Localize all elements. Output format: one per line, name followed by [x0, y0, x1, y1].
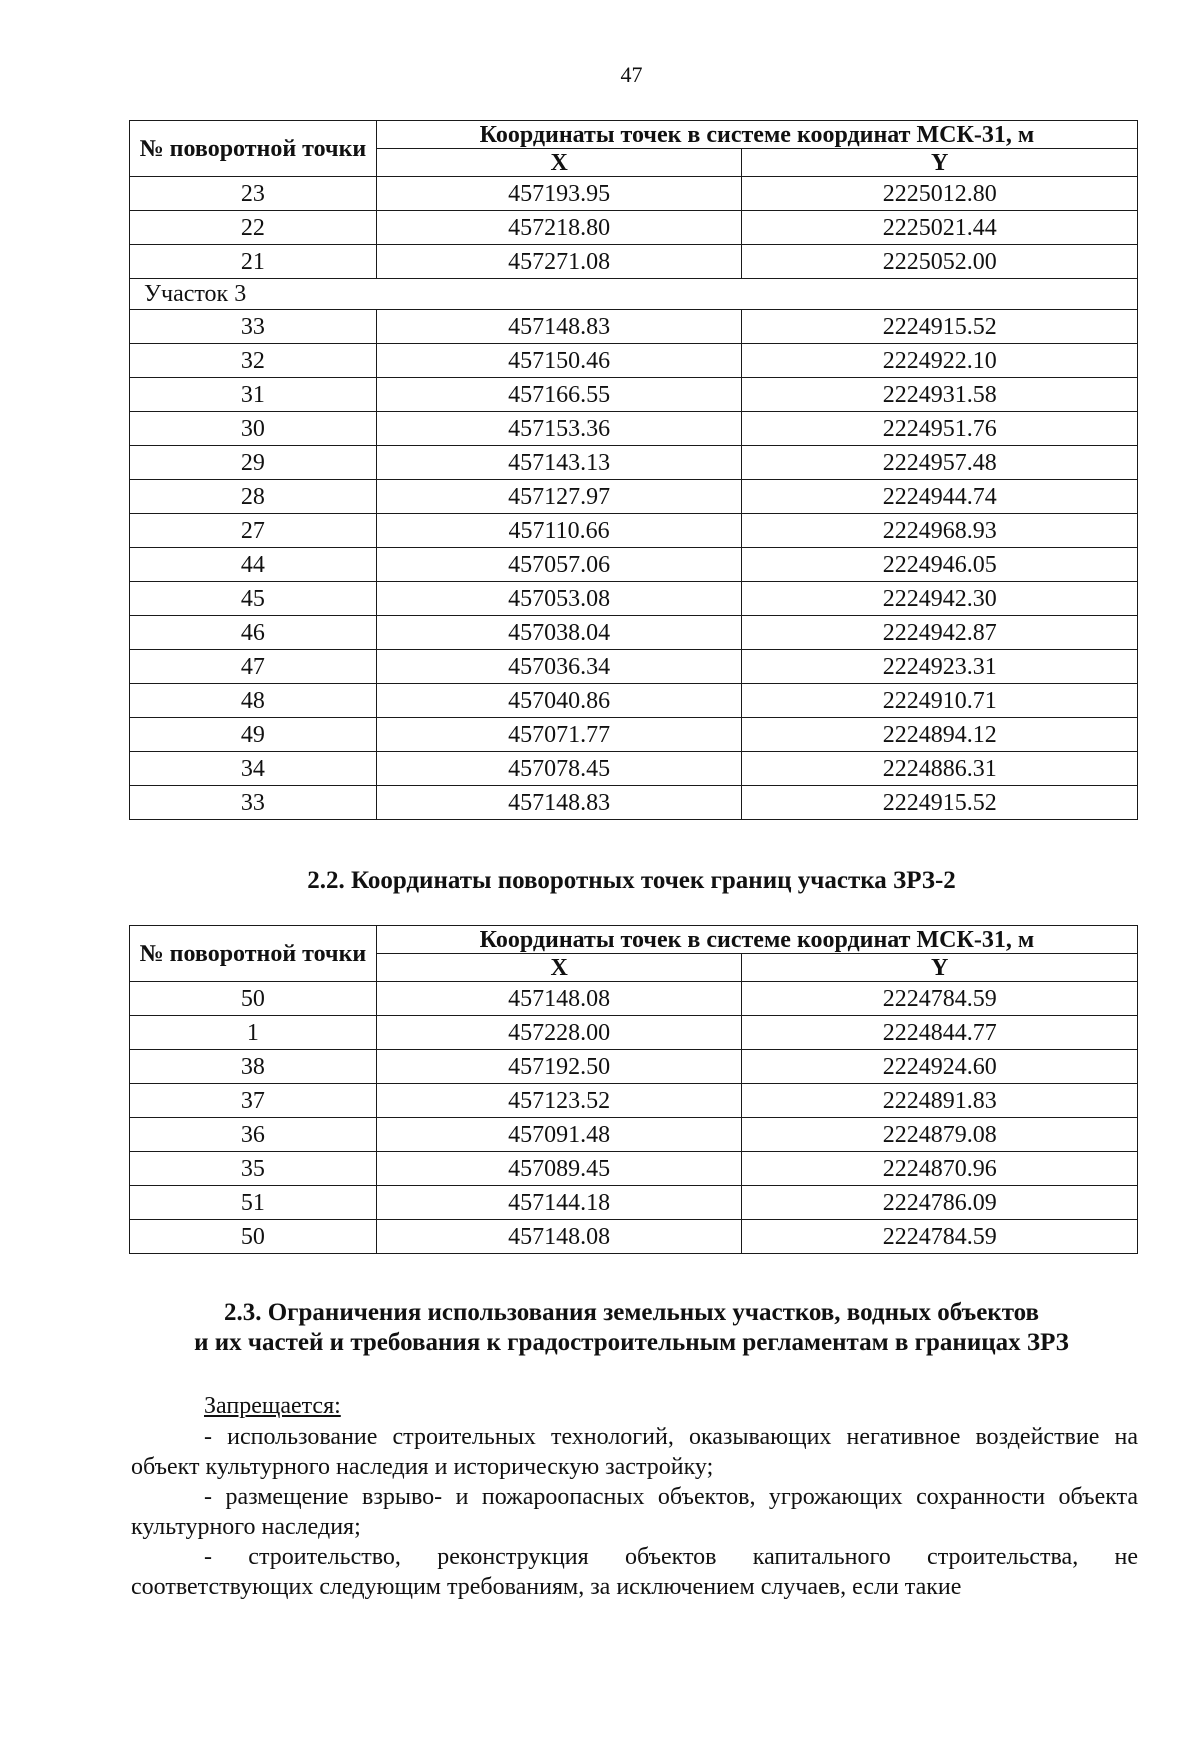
x-coordinate-cell: 457192.50 [376, 1050, 742, 1084]
point-number-cell: 50 [130, 1220, 377, 1254]
y-coordinate-cell: 2224879.08 [742, 1118, 1138, 1152]
x-coordinate-cell: 457144.18 [376, 1186, 742, 1220]
coordinates-table-1 [129, 120, 1138, 820]
point-number-cell: 27 [130, 514, 377, 548]
y-coordinate-cell: 2225012.80 [742, 177, 1138, 211]
y-coordinate-cell: 2224784.59 [742, 1220, 1138, 1254]
y-coordinate-cell: 2224915.52 [742, 310, 1138, 344]
y-coordinate-cell: 2224944.74 [742, 480, 1138, 514]
point-number-cell: 34 [130, 752, 377, 786]
x-coordinate-cell: 457078.45 [376, 752, 742, 786]
point-number-cell: 44 [130, 548, 377, 582]
y-coordinate-cell: 2225021.44 [742, 211, 1138, 245]
table-row [130, 378, 1138, 412]
section-heading-2-2: 2.2. Координаты поворотных точек границ участка ЗРЗ-2 [307, 867, 956, 894]
x-coordinate-cell: 457089.45 [376, 1152, 742, 1186]
table-row [130, 1050, 1138, 1084]
x-coordinate-cell: 457143.13 [376, 446, 742, 480]
table-row [130, 1152, 1138, 1186]
point-number-cell: 50 [130, 982, 377, 1016]
point-number-cell: 35 [130, 1152, 377, 1186]
table-row [130, 616, 1138, 650]
point-number-cell: 30 [130, 412, 377, 446]
table-row [130, 786, 1138, 820]
header-point-number: № поворотной точки [130, 121, 377, 177]
table-row [130, 480, 1138, 514]
table-row [130, 548, 1138, 582]
point-number-cell: 28 [130, 480, 377, 514]
table-row [130, 982, 1138, 1016]
y-coordinate-cell: 2224870.96 [742, 1152, 1138, 1186]
x-coordinate-cell: 457271.08 [376, 245, 742, 279]
y-coordinate-cell: 2224915.52 [742, 786, 1138, 820]
y-coordinate-cell: 2224786.09 [742, 1186, 1138, 1220]
x-coordinate-cell: 457166.55 [376, 378, 742, 412]
x-coordinate-cell: 457218.80 [376, 211, 742, 245]
point-number-cell: 29 [130, 446, 377, 480]
x-coordinate-cell: 457193.95 [376, 177, 742, 211]
header-x: X [376, 954, 742, 982]
heading-line-2: и их частей и требования к градостроительным регламентам в границах ЗРЗ [194, 1329, 1069, 1356]
table-row [130, 718, 1138, 752]
y-coordinate-cell: 2224924.60 [742, 1050, 1138, 1084]
header-x: X [376, 149, 742, 177]
point-number-cell: 45 [130, 582, 377, 616]
heading-line-1: 2.3. Ограничения использования земельных участков, водных объектов [223, 1299, 1040, 1326]
table-row [130, 684, 1138, 718]
header-point-number: № поворотной точки [130, 926, 377, 982]
point-number-cell: 47 [130, 650, 377, 684]
point-number-cell: 23 [130, 177, 377, 211]
x-coordinate-cell: 457148.08 [376, 1220, 742, 1254]
table-row [130, 412, 1138, 446]
point-number-cell: 51 [130, 1186, 377, 1220]
table-row [130, 177, 1138, 211]
point-number-cell: 1 [130, 1016, 377, 1050]
point-number-cell: 37 [130, 1084, 377, 1118]
x-coordinate-cell: 457127.97 [376, 480, 742, 514]
y-coordinate-cell: 2224922.10 [742, 344, 1138, 378]
y-coordinate-cell: 2224910.71 [742, 684, 1138, 718]
x-coordinate-cell: 457071.77 [376, 718, 742, 752]
header-y: Y [742, 149, 1138, 177]
x-coordinate-cell: 457110.66 [376, 514, 742, 548]
point-number-cell: 48 [130, 684, 377, 718]
y-coordinate-cell: 2224942.30 [742, 582, 1138, 616]
point-number-cell: 49 [130, 718, 377, 752]
table-row [130, 1016, 1138, 1050]
point-number-cell: 32 [130, 344, 377, 378]
x-coordinate-cell: 457228.00 [376, 1016, 742, 1050]
table-row [130, 650, 1138, 684]
x-coordinate-cell: 457038.04 [376, 616, 742, 650]
x-coordinate-cell: 457040.86 [376, 684, 742, 718]
y-coordinate-cell: 2224784.59 [742, 982, 1138, 1016]
y-coordinate-cell: 2224951.76 [742, 412, 1138, 446]
y-coordinate-cell: 2224886.31 [742, 752, 1138, 786]
y-coordinate-cell: 2224968.93 [742, 514, 1138, 548]
header-y: Y [742, 954, 1138, 982]
y-coordinate-cell: 2224946.05 [742, 548, 1138, 582]
point-number-cell: 46 [130, 616, 377, 650]
coordinates-table-2 [129, 925, 1138, 1254]
point-number-cell: 21 [130, 245, 377, 279]
y-coordinate-cell: 2224942.87 [742, 616, 1138, 650]
y-coordinate-cell: 2225052.00 [742, 245, 1138, 279]
restrictions-list [131, 1422, 1138, 1602]
x-coordinate-cell: 457153.36 [376, 412, 742, 446]
point-number-cell: 36 [130, 1118, 377, 1152]
table-row [130, 1118, 1138, 1152]
x-coordinate-cell: 457150.46 [376, 344, 742, 378]
table-row [130, 344, 1138, 378]
x-coordinate-cell: 457057.06 [376, 548, 742, 582]
table-row [130, 752, 1138, 786]
y-coordinate-cell: 2224891.83 [742, 1084, 1138, 1118]
table-row [130, 1186, 1138, 1220]
x-coordinate-cell: 457091.48 [376, 1118, 742, 1152]
y-coordinate-cell: 2224844.77 [742, 1016, 1138, 1050]
y-coordinate-cell: 2224894.12 [742, 718, 1138, 752]
y-coordinate-cell: 2224931.58 [742, 378, 1138, 412]
point-number-cell: 38 [130, 1050, 377, 1084]
x-coordinate-cell: 457036.34 [376, 650, 742, 684]
x-coordinate-cell: 457123.52 [376, 1084, 742, 1118]
x-coordinate-cell: 457148.08 [376, 982, 742, 1016]
point-number-cell: 33 [130, 310, 377, 344]
x-coordinate-cell: 457053.08 [376, 582, 742, 616]
x-coordinate-cell: 457148.83 [376, 786, 742, 820]
point-number-cell: 22 [130, 211, 377, 245]
restriction-item: - использование строительных технологий, оказывающих негативное воздействие на объект культурного наследия и историческую застройку; [131, 1424, 1138, 1480]
section-label: Участок 3 [130, 279, 1138, 310]
table-row [130, 514, 1138, 548]
table-row [130, 446, 1138, 480]
header-coordinates: Координаты точек в системе координат МСК-31, м [376, 121, 1137, 149]
point-number-cell: 31 [130, 378, 377, 412]
table-row [130, 582, 1138, 616]
restriction-item: - строительство, реконструкция объектов капитального строительства, не соответствующих следующим требованиям, за исключением случаев, если такие [131, 1544, 1138, 1600]
table-row [130, 245, 1138, 279]
section-heading-2-3 [0, 1298, 1200, 1358]
table-row [130, 1084, 1138, 1118]
table-row [130, 211, 1138, 245]
restriction-item: - размещение взрыво- и пожароопасных объектов, угрожающих сохранности объекта культурного наследия; [131, 1484, 1138, 1540]
header-coordinates: Координаты точек в системе координат МСК-31, м [376, 926, 1137, 954]
page-number: 47 [620, 62, 643, 87]
point-number-cell: 33 [130, 786, 377, 820]
prohibited-label: Запрещается: [204, 1393, 341, 1419]
x-coordinate-cell: 457148.83 [376, 310, 742, 344]
table-row [130, 1220, 1138, 1254]
y-coordinate-cell: 2224957.48 [742, 446, 1138, 480]
y-coordinate-cell: 2224923.31 [742, 650, 1138, 684]
table-row [130, 310, 1138, 344]
